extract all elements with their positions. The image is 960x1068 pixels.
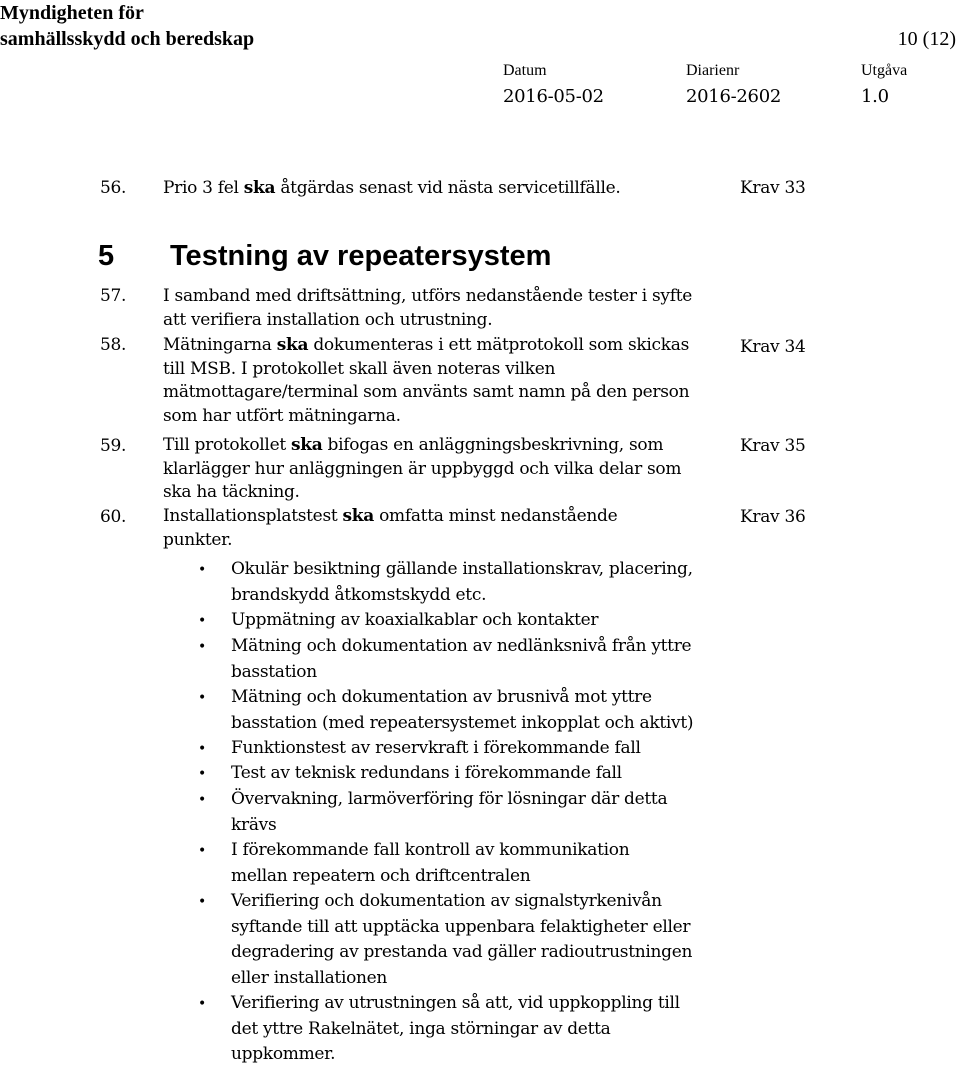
requirement-number-59: 59. — [100, 436, 127, 456]
requirement-number-58: 58. — [100, 335, 127, 355]
text-line: det yttre Rakelnätet, inga störningar av detta — [231, 1018, 611, 1039]
text-line — [163, 434, 681, 458]
requirement-ref-33: Krav 33 — [740, 178, 806, 198]
bullet-text — [231, 787, 667, 838]
requirement-text-56 — [163, 177, 620, 201]
bullet-point: • — [198, 613, 207, 629]
text-line: Verifiering av utrustningen så att, vid uppkoppling till — [231, 993, 680, 1013]
text-line: krävs — [231, 814, 277, 835]
text-line: ska ha täckning. — [163, 482, 300, 502]
section-title: Testning av repeatersystem — [170, 240, 552, 272]
edition-value: 1.0 — [861, 86, 889, 107]
bullet-point: • — [198, 792, 207, 808]
requirement-text-part: omfatta minst nedanstående — [373, 506, 618, 526]
bullet-point: • — [198, 741, 207, 757]
organization-name — [0, 0, 254, 52]
text-line: mätmottagare/terminal som använts samt namn på den person — [163, 382, 690, 402]
text-line: basstation (med repeatersystemet inkopplat och aktivt) — [231, 712, 694, 733]
bullet-text — [231, 557, 693, 608]
requirement-text-58 — [163, 334, 689, 428]
text-line — [163, 334, 689, 358]
text-line: basstation — [231, 661, 317, 682]
requirement-text-part: bifogas en anläggningsbeskrivning, som — [322, 435, 664, 455]
text-line: klarlägger hur anläggningen är uppbyggd och vilka delar som — [163, 458, 682, 479]
organization-name-line2: samhällsskydd och beredskap — [0, 28, 255, 50]
text-line: Mätning och dokumentation av brusnivå mot yttre — [231, 687, 652, 707]
text-line: mellan repeatern och driftcentralen — [231, 865, 531, 886]
bullet-text — [231, 608, 598, 634]
page-number: 10 (12) — [897, 28, 956, 50]
text-line: som har utfört mätningarna. — [163, 405, 401, 426]
bullet-point: • — [198, 562, 207, 578]
text-line: Okulär besiktning gällande installationskrav, placering, — [231, 559, 693, 579]
requirement-number-57: 57. — [100, 286, 127, 306]
requirement-ref-34: Krav 34 — [740, 337, 806, 357]
bullet-text — [231, 736, 641, 762]
text-line: degradering av prestanda vad gäller radioutrustningen — [231, 942, 693, 962]
text-line: I samband med driftsättning, utförs nedanstående tester i syfte — [163, 286, 693, 306]
bullet-point: • — [198, 639, 207, 655]
requirement-text-59 — [163, 434, 681, 505]
date-label: Datum — [503, 62, 547, 79]
bullet-point: • — [198, 894, 207, 910]
text-line: Funktionstest av reservkraft i förekommande fall — [231, 738, 641, 758]
text-line: Uppmätning av koaxialkablar och kontakter — [231, 610, 599, 630]
requirement-text-part: Mätningarna — [163, 335, 277, 355]
text-line: Övervakning, larmöverföring för lösningar där detta — [231, 789, 668, 809]
requirement-text-part: Till protokollet — [163, 435, 291, 455]
bullet-point: • — [198, 996, 207, 1012]
requirement-number-60: 60. — [100, 507, 127, 527]
requirement-text-part: åtgärdas senast vid nästa servicetillfälle. — [275, 178, 621, 198]
edition-label: Utgåva — [861, 62, 908, 79]
date-value: 2016-05-02 — [503, 86, 604, 107]
bullet-point: • — [198, 690, 207, 706]
requirement-keyword: ska — [243, 178, 276, 198]
organization-name-line1: Myndigheten för — [0, 2, 144, 24]
text-line: att verifiera installation och utrustning. — [163, 309, 493, 330]
requirement-text-part: dokumenteras i ett mätprotokoll som skickas — [308, 335, 690, 355]
text-line — [163, 505, 617, 529]
text-line: Mätning och dokumentation av nedlänksnivå från yttre — [231, 636, 692, 656]
registration-number-value: 2016-2602 — [686, 86, 781, 107]
text-line: punkter. — [163, 529, 233, 550]
bullet-text — [231, 685, 693, 736]
text-line: Verifiering och dokumentation av signalstyrkenivån — [231, 891, 662, 911]
section-number: 5 — [98, 240, 115, 272]
requirement-text-60 — [163, 505, 617, 552]
bullet-text — [231, 838, 629, 889]
text-line: uppkommer. — [231, 1044, 336, 1064]
bullet-text — [231, 889, 692, 991]
requirement-text-part: Prio 3 fel — [163, 178, 244, 198]
bullet-point: • — [198, 766, 207, 782]
bullet-point: • — [198, 843, 207, 859]
requirement-text-part: Installationsplatstest — [163, 506, 343, 526]
requirement-ref-36: Krav 36 — [740, 507, 806, 527]
text-line: I förekommande fall kontroll av kommunikation — [231, 840, 630, 860]
bullet-text — [231, 991, 680, 1068]
registration-number-label: Diarienr — [686, 62, 740, 79]
text-line: syftande till att upptäcka uppenbara felaktigheter eller — [231, 916, 691, 937]
bullet-text — [231, 761, 622, 787]
requirement-keyword: ska — [342, 506, 374, 526]
text-line: brandskydd åtkomstskydd etc. — [231, 584, 487, 605]
text-line: eller installationen — [231, 967, 388, 988]
text-line: Test av teknisk redundans i förekommande fall — [231, 763, 622, 783]
text-line: till MSB. I protokollet skall även noteras vilken — [163, 358, 556, 379]
requirement-keyword: ska — [276, 335, 309, 355]
requirement-keyword: ska — [290, 435, 323, 455]
bullet-text — [231, 634, 691, 685]
requirement-ref-35: Krav 35 — [740, 436, 806, 456]
requirement-text-57 — [163, 285, 692, 332]
requirement-number-56: 56. — [100, 178, 127, 198]
